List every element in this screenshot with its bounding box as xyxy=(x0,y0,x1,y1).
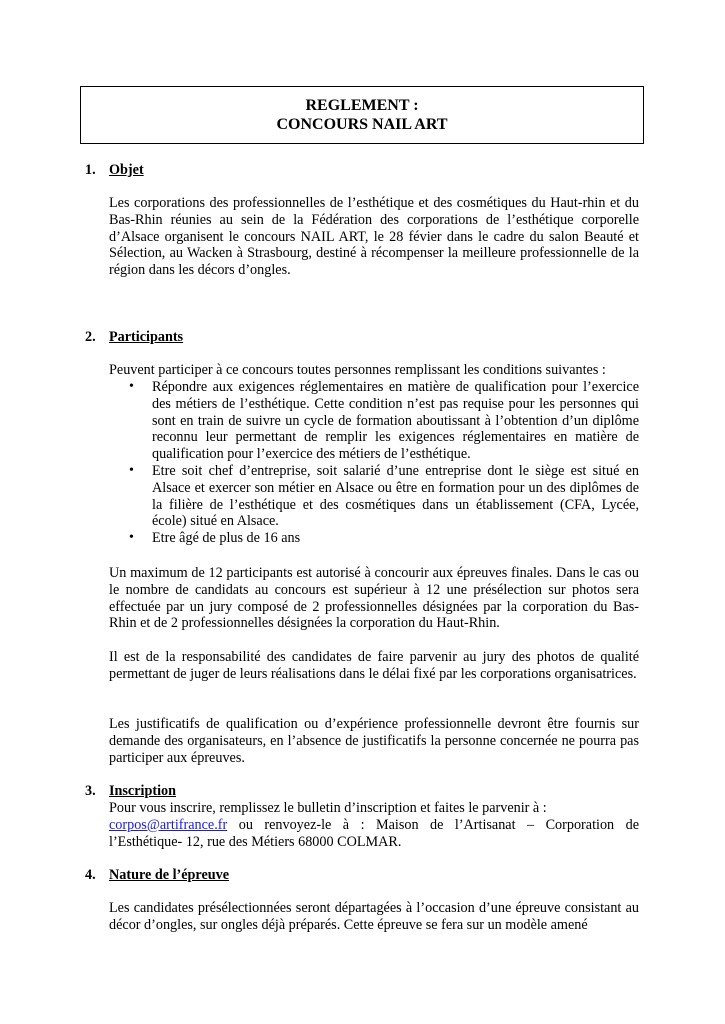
list-item: • Etre âgé de plus de 16 ans xyxy=(129,530,301,547)
participants-paragraph-photos: Il est de la responsabilité des candidates de faire parvenir au jury des photos de qualité permettant de juger de leurs réalisations dans le délai fixé par les corporations organisatrices. xyxy=(109,649,639,682)
participants-paragraph-justificatifs: Les justificatifs de qualification ou d’expérience professionnelle devront être fournis sur demande des organisateurs, en l’absence de justificatifs la personne concernée ne pourra pas participer aux épreuves. xyxy=(109,716,639,766)
bullet-icon: • xyxy=(129,379,134,394)
section-heading-inscription: 3. Inscription xyxy=(85,783,177,799)
title-line-2: CONCOURS NAIL ART xyxy=(276,116,448,133)
participants-conditions-list xyxy=(109,379,639,547)
section-heading-participants: 2. Participants xyxy=(85,329,184,345)
email-link[interactable]: corpos@artifrance.fr xyxy=(109,816,228,833)
list-item: • Répondre aux exigences réglementaires en matière de qualification pour l’exercice des métiers de l’esthétique. Cette condition n’est pas requise pour les personnes qui sont en train de suivre un cycle de formation aboutissant à l’obtention d’un diplôme reconnu leur permettant de remplir les exigences réglementaires en matière de qualification pour l’exercice des métiers de l’esthétique. xyxy=(129,379,639,463)
bullet-icon: • xyxy=(129,462,134,478)
bullet-icon: • xyxy=(129,530,134,546)
section-heading-objet: 1. Objet xyxy=(85,162,144,178)
objet-paragraph: Les corporations des professionnelles de l’esthétique et des cosmétiques du Haut-rhin et du Bas-Rhin réunies au sein de la Fédération des corporations de l’esthétique corporelle d’Alsace organisent le concours NAIL ART, le 28 févier dans le cadre du salon Beauté et Sélection, au Wacken à Strasbourg, destiné à récompenser la meilleure professionnelle de la région dans les décors d’ongles. xyxy=(109,195,639,279)
participants-paragraph-max: Un maximum de 12 participants est autorisé à concourir aux épreuves finales. Dans le cas ou le nombre de candidats au concours est supérieur à 12 une présélection sur photos sera effectuée par un jury composé de 2 professionnelles désignées par la corporation du Bas-Rhin et de 2 professionnelles désignées la corporation du Haut-Rhin. xyxy=(109,565,639,632)
document-title-box xyxy=(80,86,644,144)
section-heading-nature: 4. Nature de l’épreuve xyxy=(85,867,230,883)
title-line-1: REGLEMENT : xyxy=(305,97,419,114)
nature-paragraph: Les candidates présélectionnées seront départagées à l’occasion d’une épreuve consistant au décor d’ongles, sur ongles déjà préparés. Cette épreuve se fera sur un modèle amené xyxy=(109,900,639,933)
participants-intro: Peuvent participer à ce concours toutes personnes remplissant les conditions suivantes : xyxy=(109,362,606,378)
inscription-text: Pour vous inscrire, remplissez le bulletin d’inscription et faites le parvenir à : corpos@artifrance.fr ou renvoyez-le à : Maison de l’Artisanat – Corporation de l’Esthétique- 12, rue des Métiers 68000 COLMAR. xyxy=(109,800,640,850)
list-item: • Etre soit chef d’entreprise, soit salarié d’une entreprise dont le siège est situé en Alsace et exercer son métier en Alsace ou être en formation pour un des diplômes de la filière de l’esthétique et des cosmétiques dans un établissement (CFA, Lycée, école) situé en Alsace. xyxy=(129,462,639,530)
